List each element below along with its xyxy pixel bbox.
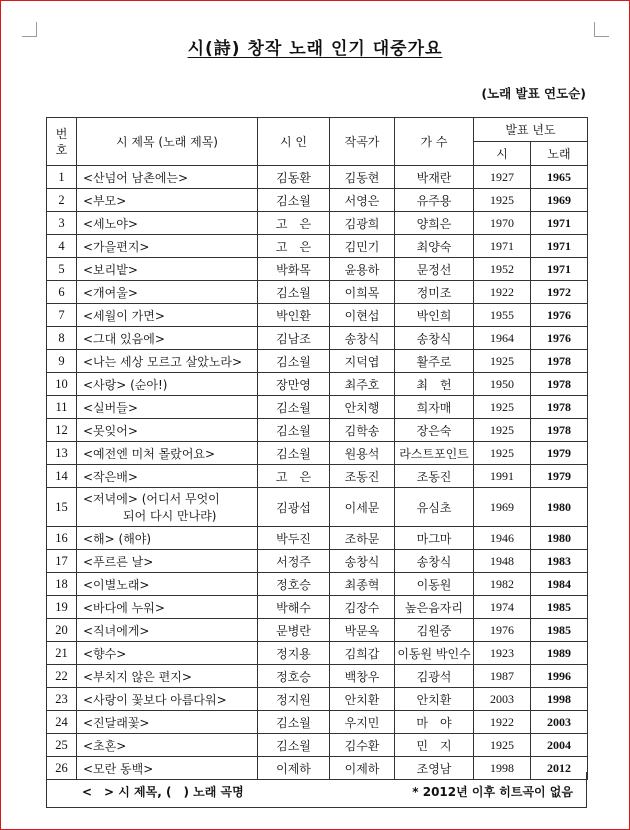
- poem-year: 2003: [474, 688, 531, 711]
- table-row: [47, 327, 588, 350]
- song-year: 1985: [531, 596, 588, 619]
- song-title: <사랑> (순아!): [77, 373, 258, 396]
- song-year: 1965: [531, 166, 588, 189]
- poet-name: 장만영: [258, 373, 330, 396]
- poem-year: 1991: [474, 465, 531, 488]
- poet-name: 박화목: [258, 258, 330, 281]
- composer-name: 우지민: [330, 711, 395, 734]
- poem-year: 1971: [474, 235, 531, 258]
- composer-name: 최종혁: [330, 573, 395, 596]
- song-title: <이별노래>: [77, 573, 258, 596]
- poem-year: 1925: [474, 419, 531, 442]
- singer-name: 높은음자리: [395, 596, 474, 619]
- singer-name: 유심초: [395, 488, 474, 527]
- row-number: 16: [47, 527, 77, 550]
- poet-name: 김소월: [258, 396, 330, 419]
- poem-year: 1927: [474, 166, 531, 189]
- composer-name: 조하문: [330, 527, 395, 550]
- song-year: 1971: [531, 258, 588, 281]
- table-row: [47, 235, 588, 258]
- poet-name: 김소월: [258, 281, 330, 304]
- table-row: [47, 189, 588, 212]
- row-number: 8: [47, 327, 77, 350]
- row-number: 21: [47, 642, 77, 665]
- song-year: 1971: [531, 235, 588, 258]
- singer-name: 안치환: [395, 688, 474, 711]
- song-year: 1983: [531, 550, 588, 573]
- singer-name: 이동원 박인수: [395, 642, 474, 665]
- singer-name: 김원중: [395, 619, 474, 642]
- poem-year: 1982: [474, 573, 531, 596]
- song-title: <못잊어>: [77, 419, 258, 442]
- poem-year: 1925: [474, 396, 531, 419]
- row-number: 3: [47, 212, 77, 235]
- poem-year: 1964: [474, 327, 531, 350]
- poet-name: 정지원: [258, 688, 330, 711]
- footer-note: * 2012년 이후 히트곡이 없음: [412, 785, 573, 799]
- table-row: [47, 488, 588, 527]
- song-year: 1978: [531, 396, 588, 419]
- singer-name: 최양숙: [395, 235, 474, 258]
- composer-name: 안치행: [330, 396, 395, 419]
- poet-name: 김광섭: [258, 488, 330, 527]
- song-title: <모란 동백>: [77, 757, 258, 780]
- song-year: 1978: [531, 373, 588, 396]
- song-year: 2003: [531, 711, 588, 734]
- header-year-song: 노래: [531, 142, 588, 166]
- composer-name: 최주호: [330, 373, 395, 396]
- song-year: 1998: [531, 688, 588, 711]
- table-row: [47, 596, 588, 619]
- header-composer: 작곡가: [330, 118, 395, 166]
- poet-name: 김소월: [258, 189, 330, 212]
- singer-name: 민 지: [395, 734, 474, 757]
- song-year: 1976: [531, 327, 588, 350]
- poet-name: 서정주: [258, 550, 330, 573]
- song-title: <바다에 누워>: [77, 596, 258, 619]
- poem-year: 1976: [474, 619, 531, 642]
- song-title: <실버들>: [77, 396, 258, 419]
- singer-name: 김광석: [395, 665, 474, 688]
- composer-name: 지덕엽: [330, 350, 395, 373]
- singer-name: 라스트포인트: [395, 442, 474, 465]
- table-row: [47, 550, 588, 573]
- poet-name: 문병란: [258, 619, 330, 642]
- song-year: 2012: [531, 757, 588, 780]
- table-row: [47, 619, 588, 642]
- poem-year: 1955: [474, 304, 531, 327]
- singer-name: 장은숙: [395, 419, 474, 442]
- table-row: [47, 396, 588, 419]
- poet-name: 박인환: [258, 304, 330, 327]
- poet-name: 고 은: [258, 212, 330, 235]
- row-number: 9: [47, 350, 77, 373]
- composer-name: 김광희: [330, 212, 395, 235]
- table-row: [47, 573, 588, 596]
- row-number: 13: [47, 442, 77, 465]
- song-title: <예전엔 미처 몰랐어요>: [77, 442, 258, 465]
- singer-name: 송창식: [395, 550, 474, 573]
- row-number: 11: [47, 396, 77, 419]
- poet-name: 김소월: [258, 419, 330, 442]
- singer-name: 정미조: [395, 281, 474, 304]
- song-year: 1980: [531, 488, 588, 527]
- row-number: 24: [47, 711, 77, 734]
- row-number: 4: [47, 235, 77, 258]
- singer-name: 문정선: [395, 258, 474, 281]
- song-year: 1984: [531, 573, 588, 596]
- poet-name: 정호승: [258, 665, 330, 688]
- poem-year: 1922: [474, 281, 531, 304]
- poet-name: 김소월: [258, 442, 330, 465]
- poet-name: 김소월: [258, 734, 330, 757]
- table-footer: [46, 772, 587, 808]
- poem-year: 1950: [474, 373, 531, 396]
- singer-name: 활주로: [395, 350, 474, 373]
- song-year: 1989: [531, 642, 588, 665]
- table-row: [47, 442, 588, 465]
- table-row: [47, 527, 588, 550]
- poet-name: 고 은: [258, 465, 330, 488]
- poem-year: 1925: [474, 350, 531, 373]
- header-singer: 가 수: [395, 118, 474, 166]
- poem-year: 1998: [474, 757, 531, 780]
- songs-table: [46, 117, 588, 780]
- poem-year: 1923: [474, 642, 531, 665]
- song-title-line-2: 되어 다시 만나랴): [123, 509, 217, 523]
- song-year: 1976: [531, 304, 588, 327]
- composer-name: 원용석: [330, 442, 395, 465]
- song-title: <직녀에게>: [77, 619, 258, 642]
- song-title: <초혼>: [77, 734, 258, 757]
- poet-name: 고 은: [258, 235, 330, 258]
- singer-name: 박재란: [395, 166, 474, 189]
- singer-name: 마 야: [395, 711, 474, 734]
- poem-year: 1925: [474, 442, 531, 465]
- poem-year: 1925: [474, 189, 531, 212]
- footer-legend: < > 시 제목, ( ) 노래 곡명: [82, 785, 244, 799]
- composer-name: 조동진: [330, 465, 395, 488]
- poem-year: 1969: [474, 488, 531, 527]
- row-number: 23: [47, 688, 77, 711]
- composer-name: 백창우: [330, 665, 395, 688]
- singer-name: 유주용: [395, 189, 474, 212]
- row-number: 22: [47, 665, 77, 688]
- song-title: [77, 488, 258, 527]
- header-num: 번호: [47, 118, 77, 166]
- poem-year: 1925: [474, 734, 531, 757]
- poem-year: 1970: [474, 212, 531, 235]
- header-poet: 시 인: [258, 118, 330, 166]
- row-number: 5: [47, 258, 77, 281]
- composer-name: 이세문: [330, 488, 395, 527]
- singer-name: 양희은: [395, 212, 474, 235]
- composer-name: 윤용하: [330, 258, 395, 281]
- table-row: [47, 665, 588, 688]
- poet-name: 박해수: [258, 596, 330, 619]
- row-number: 10: [47, 373, 77, 396]
- row-number: 19: [47, 596, 77, 619]
- poet-name: 김소월: [258, 350, 330, 373]
- row-number: 25: [47, 734, 77, 757]
- singer-name: 마그마: [395, 527, 474, 550]
- composer-name: 김민기: [330, 235, 395, 258]
- song-title: <부모>: [77, 189, 258, 212]
- song-title: <가을편지>: [77, 235, 258, 258]
- composer-name: 이희목: [330, 281, 395, 304]
- song-year: 1985: [531, 619, 588, 642]
- song-title: <부치지 않은 편지>: [77, 665, 258, 688]
- song-year: 1996: [531, 665, 588, 688]
- table-row: [47, 419, 588, 442]
- composer-name: 박문옥: [330, 619, 395, 642]
- poet-name: 박두진: [258, 527, 330, 550]
- table-row: [47, 465, 588, 488]
- table-row: [47, 281, 588, 304]
- header-year: 발표 년도: [474, 118, 588, 142]
- page-subtitle: (노래 발표 연도순): [481, 86, 586, 101]
- song-year: 1972: [531, 281, 588, 304]
- song-title: <보리밭>: [77, 258, 258, 281]
- table-body: [47, 166, 588, 780]
- song-year: 1978: [531, 350, 588, 373]
- poem-year: 1974: [474, 596, 531, 619]
- singer-name: 조동진: [395, 465, 474, 488]
- singer-name: 희자매: [395, 396, 474, 419]
- row-number: 14: [47, 465, 77, 488]
- table-row: [47, 373, 588, 396]
- poem-year: 1987: [474, 665, 531, 688]
- song-title: <그대 있음에>: [77, 327, 258, 350]
- poet-name: 정호승: [258, 573, 330, 596]
- composer-name: 이제하: [330, 757, 395, 780]
- song-title: <사랑이 꽃보다 아름다워>: [77, 688, 258, 711]
- song-year: 1979: [531, 442, 588, 465]
- song-title: <진달래꽃>: [77, 711, 258, 734]
- composer-name: 김동현: [330, 166, 395, 189]
- song-year: 1971: [531, 212, 588, 235]
- poet-name: 정지용: [258, 642, 330, 665]
- table-row: [47, 688, 588, 711]
- song-year: 1980: [531, 527, 588, 550]
- composer-name: 서영은: [330, 189, 395, 212]
- poet-name: 김동환: [258, 166, 330, 189]
- poet-name: 김남조: [258, 327, 330, 350]
- row-number: 2: [47, 189, 77, 212]
- song-title: <푸르른 날>: [77, 550, 258, 573]
- table-row: [47, 258, 588, 281]
- composer-name: 송창식: [330, 327, 395, 350]
- poem-year: 1948: [474, 550, 531, 573]
- row-number: 6: [47, 281, 77, 304]
- composer-name: 김수환: [330, 734, 395, 757]
- song-title: <세노야>: [77, 212, 258, 235]
- composer-name: 안치환: [330, 688, 395, 711]
- row-number: 12: [47, 419, 77, 442]
- composer-name: 이현섭: [330, 304, 395, 327]
- table-row: [47, 642, 588, 665]
- table-row: [47, 350, 588, 373]
- table-row: [47, 212, 588, 235]
- song-year: 1969: [531, 189, 588, 212]
- poem-year: 1946: [474, 527, 531, 550]
- header-title: 시 제목 (노래 제목): [77, 118, 258, 166]
- song-year: 2004: [531, 734, 588, 757]
- song-year: 1979: [531, 465, 588, 488]
- row-number: 17: [47, 550, 77, 573]
- row-number: 7: [47, 304, 77, 327]
- table-row: [47, 304, 588, 327]
- poem-year: 1922: [474, 711, 531, 734]
- song-title: <산넘어 남촌에는>: [77, 166, 258, 189]
- song-title: <나는 세상 모르고 살았노라>: [77, 350, 258, 373]
- table-row: [47, 166, 588, 189]
- song-title: <개여울>: [77, 281, 258, 304]
- song-year: 1978: [531, 419, 588, 442]
- poem-year: 1952: [474, 258, 531, 281]
- song-title: <세월이 가면>: [77, 304, 258, 327]
- song-title-line-1: <저녁에> (어디서 무엇이: [83, 492, 220, 506]
- singer-name: 이동원: [395, 573, 474, 596]
- composer-name: 김장수: [330, 596, 395, 619]
- header-year-poem: 시: [474, 142, 531, 166]
- row-number: 20: [47, 619, 77, 642]
- composer-name: 송창식: [330, 550, 395, 573]
- song-title: <해> (해야): [77, 527, 258, 550]
- singer-name: 송창식: [395, 327, 474, 350]
- row-number: 15: [47, 488, 77, 527]
- page-title: 시(詩) 창작 노래 인기 대중가요: [187, 39, 443, 59]
- row-number: 26: [47, 757, 77, 780]
- singer-name: 최 헌: [395, 373, 474, 396]
- poet-name: 이제하: [258, 757, 330, 780]
- song-title: <작은배>: [77, 465, 258, 488]
- poet-name: 김소월: [258, 711, 330, 734]
- song-title: <향수>: [77, 642, 258, 665]
- singer-name: 박인희: [395, 304, 474, 327]
- row-number: 18: [47, 573, 77, 596]
- composer-name: 김학송: [330, 419, 395, 442]
- table-row: [47, 711, 588, 734]
- table-row: [47, 734, 588, 757]
- singer-name: 조영남: [395, 757, 474, 780]
- row-number: 1: [47, 166, 77, 189]
- composer-name: 김희갑: [330, 642, 395, 665]
